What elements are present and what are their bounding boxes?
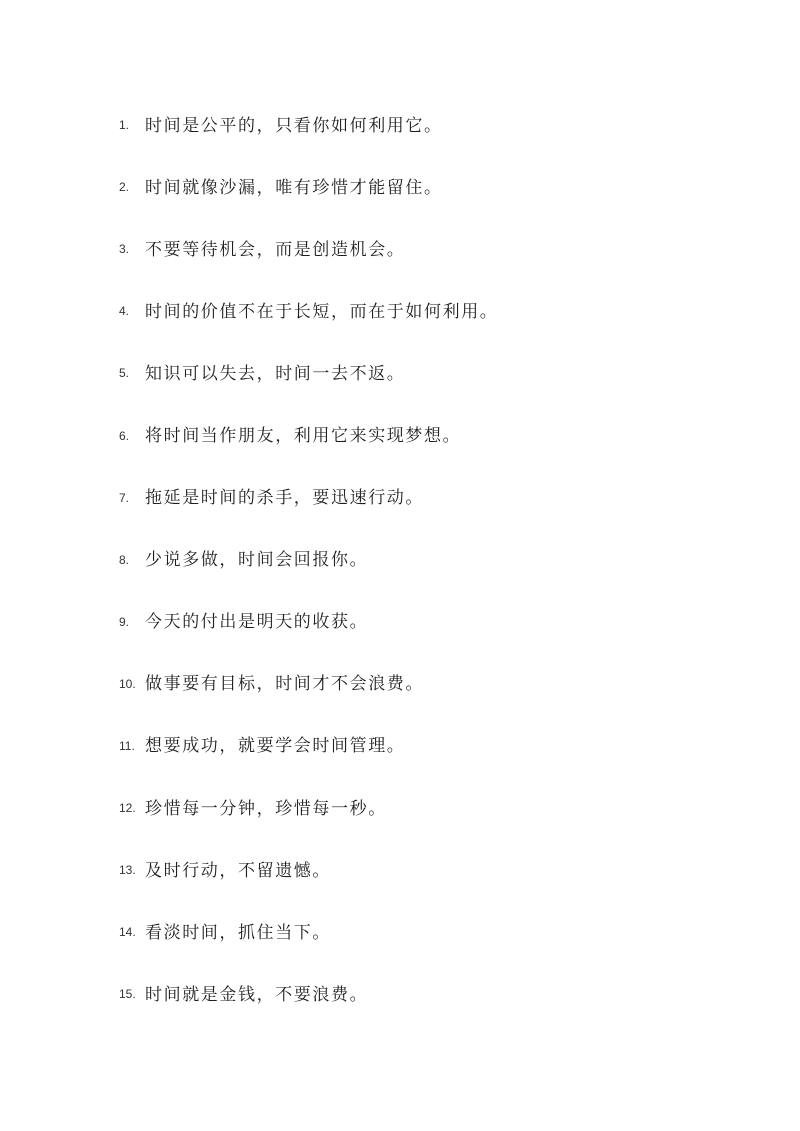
list-item-number: 10. <box>119 676 136 691</box>
list-item-number: 12. <box>119 801 136 816</box>
list-item-text: 时间就像沙漏，唯有珍惜才能留住。 <box>145 177 443 198</box>
list-item <box>119 216 498 278</box>
list-item-number: 2. <box>119 180 130 195</box>
list-item-number: 9. <box>119 614 130 629</box>
list-item <box>119 961 498 1023</box>
list-item <box>119 340 498 402</box>
list-item-number: 7. <box>119 490 130 505</box>
list-item-text: 看淡时间，抓住当下。 <box>145 922 331 943</box>
list-item-number: 6. <box>119 428 130 443</box>
list-item <box>119 154 498 216</box>
list-item <box>119 278 498 340</box>
list-item-text: 将时间当作朋友，利用它来实现梦想。 <box>145 426 462 447</box>
list-item-text: 今天的付出是明天的收获。 <box>145 612 369 633</box>
list-item-number: 5. <box>119 366 130 381</box>
list-item-text: 少说多做，时间会回报你。 <box>145 550 369 571</box>
list-item-number: 15. <box>119 987 136 1002</box>
list-item-text: 知识可以失去，时间一去不返。 <box>145 363 406 384</box>
list-item-text: 想要成功，就要学会时间管理。 <box>145 736 406 757</box>
list-item <box>119 402 498 464</box>
list-item-number: 1. <box>119 118 130 133</box>
list-item-number: 14. <box>119 925 136 940</box>
list-item-number: 11. <box>119 738 135 753</box>
list-item-text: 及时行动，不留遗憾。 <box>145 860 331 881</box>
list-item-text: 做事要有目标，时间才不会浪费。 <box>145 674 424 695</box>
list-item-number: 3. <box>119 242 130 257</box>
list-item <box>119 713 498 775</box>
list-item <box>119 92 498 154</box>
list-item <box>119 465 498 527</box>
list-item-text: 不要等待机会，而是创造机会。 <box>145 239 406 260</box>
list-item-text: 拖延是时间的杀手，要迅速行动。 <box>145 488 424 509</box>
quote-list <box>119 92 498 1023</box>
list-item <box>119 589 498 651</box>
list-item-number: 4. <box>119 304 130 319</box>
list-item <box>119 775 498 837</box>
list-item <box>119 527 498 589</box>
list-item <box>119 651 498 713</box>
list-item-text: 珍惜每一分钟，珍惜每一秒。 <box>145 798 387 819</box>
list-item <box>119 899 498 961</box>
list-item-text: 时间的价值不在于长短，而在于如何利用。 <box>145 301 499 322</box>
list-item-text: 时间是公平的，只看你如何利用它。 <box>145 115 443 136</box>
list-item-text: 时间就是金钱，不要浪费。 <box>145 984 369 1005</box>
list-item <box>119 837 498 899</box>
list-item-number: 13. <box>119 863 136 878</box>
list-item-number: 8. <box>119 552 130 567</box>
